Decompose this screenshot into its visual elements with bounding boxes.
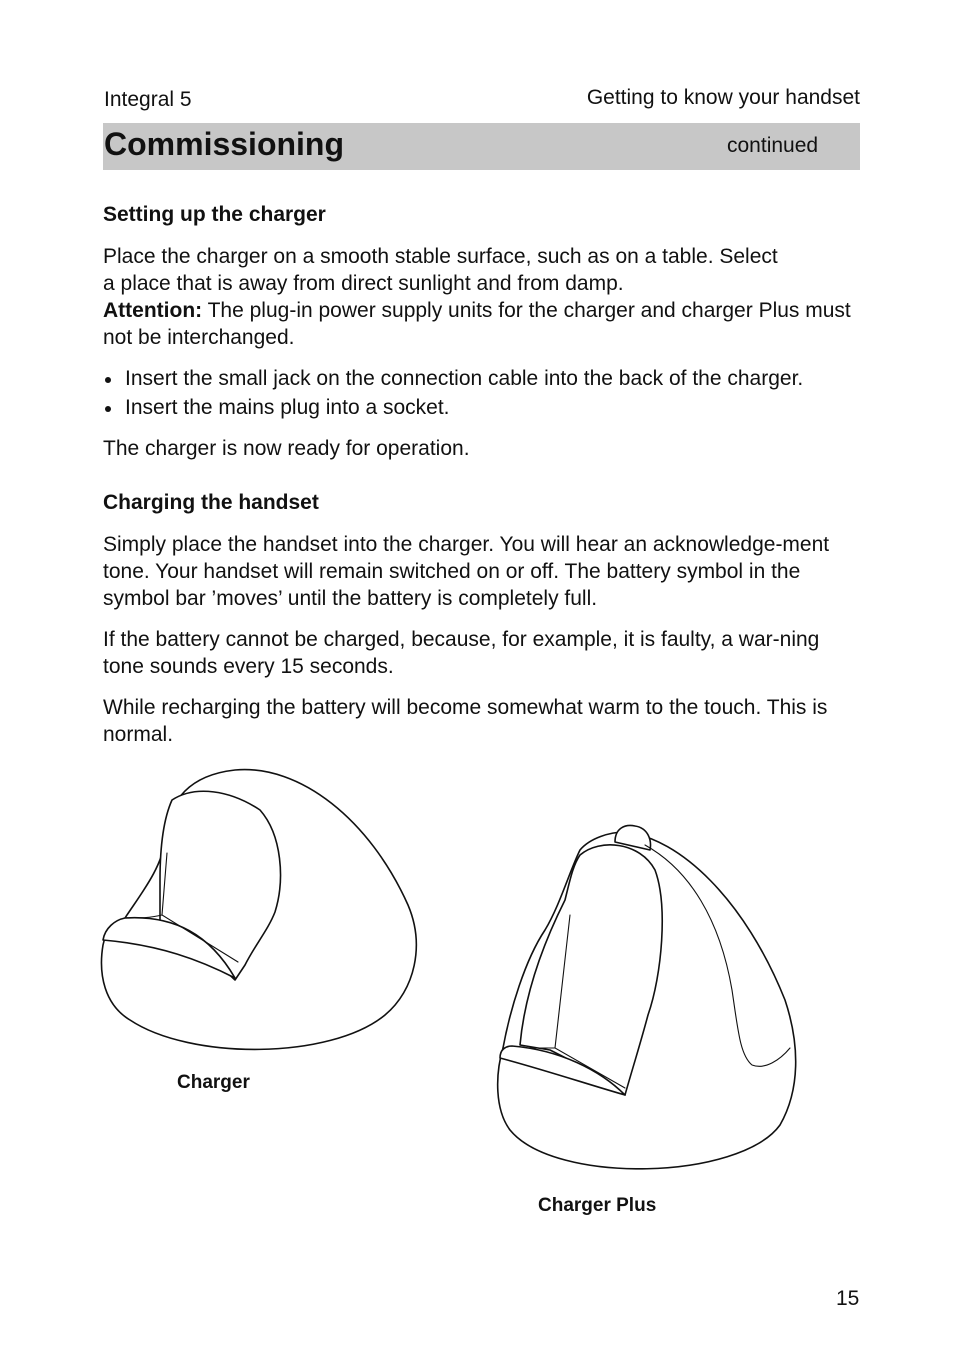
charger-plus-caption: Charger Plus	[538, 1195, 657, 1216]
setup-paragraph	[103, 243, 863, 351]
charging-paragraph-3: While recharging the battery will become somewhat warm to the touch. This is normal.	[103, 696, 828, 746]
charger-illustration	[95, 760, 425, 1060]
charging-paragraph-2: If the battery cannot be charged, because, for example, it is faulty, a war-ning tone sounds every 15 seconds.	[103, 628, 820, 678]
continued-label: continued	[727, 134, 819, 157]
charging-paragraph-1: Simply place the handset into the charger. You will hear an acknowledge-ment tone. Your handset will remain switched on or off. The battery symbol in the symbol bar ’moves’ until the battery is completely full.	[103, 533, 830, 610]
charger-plus-illustration	[490, 820, 805, 1180]
section-heading-setup: Setting up the charger	[103, 203, 326, 226]
charger-caption: Charger	[177, 1072, 250, 1093]
setup-line-1: Place the charger on a smooth stable surface, such as on a table. Select	[103, 245, 778, 268]
section-heading-charging: Charging the handset	[103, 491, 319, 514]
attention-text: The plug-in power supply units for the charger and charger Plus must not be interchanged.	[103, 299, 851, 349]
ready-text: The charger is now ready for operation.	[103, 437, 470, 460]
list-item: Insert the mains plug into a socket.	[103, 394, 863, 421]
header-product-name: Integral 5	[104, 88, 192, 111]
list-item: Insert the small jack on the connection cable into the back of the charger.	[103, 365, 863, 392]
page-number: 15	[836, 1287, 860, 1310]
attention-label: Attention:	[103, 299, 203, 322]
setup-line-2: a place that is away from direct sunlight and from damp.	[103, 272, 624, 295]
page-title: Commissioning	[104, 126, 345, 162]
header-chapter-title: Getting to know your handset	[586, 86, 860, 109]
setup-bullet-list	[103, 365, 863, 421]
main-content	[103, 200, 863, 762]
